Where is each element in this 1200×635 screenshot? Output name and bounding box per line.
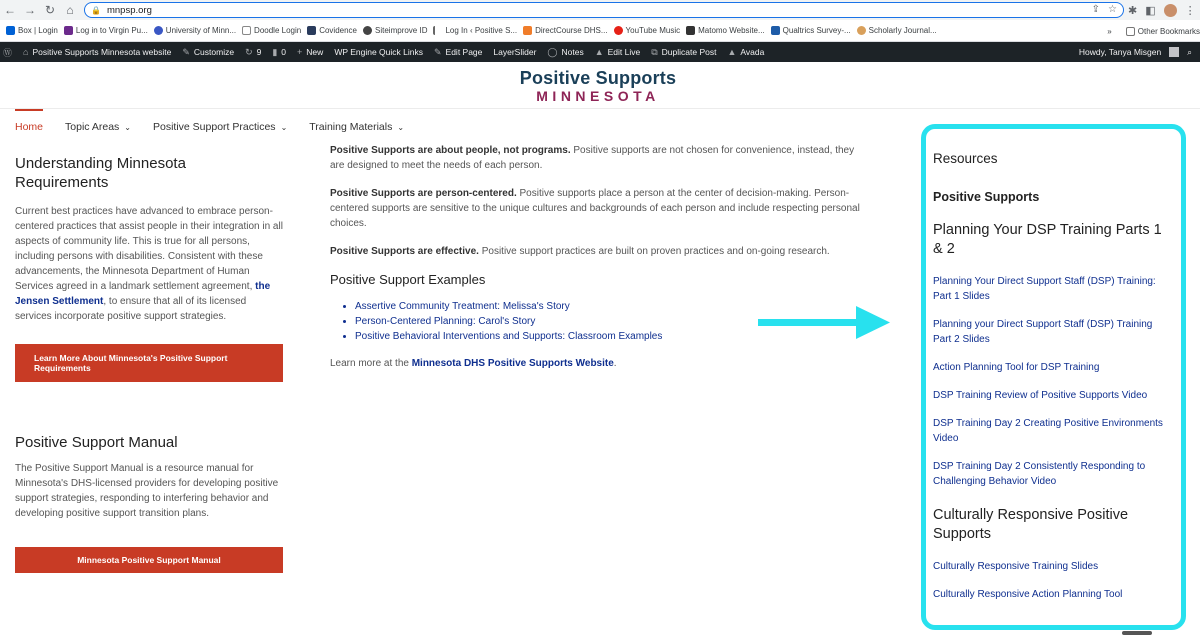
qualtrics-icon [771,26,780,35]
wp-admin-bar [0,42,1200,62]
chevron-down-icon: ⌄ [124,122,131,132]
umn-icon [154,26,163,35]
bookmark-item[interactable]: University of Minn... [154,26,236,35]
resources-title: Resources [933,151,998,166]
wp-howdy[interactable]: Howdy, Tanya Misgen [1078,47,1162,57]
bookmarks-more-icon[interactable]: » [1107,26,1112,36]
chevron-down-icon: ⌄ [280,122,288,132]
logo-title: Positive Supports [519,68,677,88]
wp-notes[interactable]: ◯ Notes [547,46,584,57]
other-bookmarks[interactable]: Other Bookmarks [1126,27,1200,36]
resource-link[interactable]: DSP Training Review of Positive Supports Video [933,390,1148,401]
wp-avada[interactable]: ▲ Avada [727,47,765,57]
manual-section [15,434,283,573]
resource-link[interactable]: DSP Training Day 2 Consistently Responding to Challenging Behavior Video [933,461,1146,487]
resource-group-culturally-responsive: Culturally Responsive Positive Supports [933,507,1129,542]
wp-user-avatar[interactable] [1169,47,1179,57]
nav-topic-areas[interactable]: Topic Areas ⌄ [65,121,131,133]
menu-dots-icon[interactable]: ⋮ [1184,4,1196,17]
lock-icon[interactable]: 🔒 [91,5,101,15]
resource-link[interactable]: Action Planning Tool for DSP Training [933,362,1100,373]
learn-more-requirements-button[interactable]: Learn More About Minnesota's Positive Support Requirements [15,344,283,382]
matomo-icon [686,26,695,35]
dhs-website-link[interactable]: Minnesota DHS Positive Supports Website [411,358,614,369]
bookmark-item[interactable]: YouTube Music [614,26,681,35]
bookmark-item[interactable]: Matomo Website... [686,26,765,35]
jensen-settlement-link[interactable]: the Jensen Settlement [15,281,271,307]
box-icon [6,26,15,35]
wp-new[interactable]: + New [297,47,324,57]
examples-heading: Positive Support Examples [330,272,486,287]
wp-edit-page[interactable]: ✎ Edit Page [433,46,483,57]
wordpress-logo-icon[interactable]: Ⓦ [3,47,13,58]
nav-positive-support-practices[interactable]: Positive Support Practices ⌄ [153,121,288,133]
duplicate-icon: ⧉ [651,46,658,57]
doodle-icon [242,26,251,35]
bookmark-item[interactable]: Qualtrics Survey-... [771,26,851,35]
example-link[interactable]: • Positive Behavioral Interventions and Supports: Classroom Examples [355,329,860,344]
share-icon[interactable]: ⇪ [1091,4,1101,15]
paragraph-effective: Positive Supports are effective. Positive support practices are built on proven practices and on-going research. [330,246,830,257]
extensions-icon[interactable]: ✱ [1128,4,1138,17]
manual-body: The Positive Support Manual is a resource manual for Minnesota's DHS-licensed providers for developing positive support strategies, responding to interfering behavior and developing positive support transition plans. [15,463,279,519]
requirements-body: Current best practices have advanced to embrace person-centered practices that assist people in their integration in all aspects of community life. This is true for all persons, including persons with disabilities. Consistent with these advancements, the Minnesota Department of Human Services agreed in a landmark settlement agreement, the Jensen Settlement, to ensure that all of its licensed services incorporate positive support strategies. [15,206,283,322]
main-content [330,143,860,384]
siteimprove-icon [363,26,372,35]
reload-icon[interactable]: ↻ [44,3,56,17]
bookmarks-bar [0,20,1200,42]
profile-avatar[interactable] [1164,4,1177,17]
avada-logo-icon: ▲ [727,47,737,57]
folder-icon [1126,27,1135,36]
requirements-section [15,154,283,382]
bookmark-item[interactable]: Siteimprove ID [363,26,427,35]
speech-bubble-icon: ◯ [547,46,558,57]
example-link[interactable]: • Person-Centered Planning: Carol's Story [355,314,860,329]
resource-group-dsp: Planning Your DSP Training Parts 1 & 2 [933,222,1162,257]
scholarly-icon [857,26,866,35]
resource-link[interactable]: DSP Training Day 2 Creating Positive Environments Video [933,418,1163,444]
bookmark-item[interactable]: Log In ‹ Positive S... [433,26,517,35]
wp-comments[interactable]: ▮ 0 [272,46,287,57]
dashboard-icon: ⌂ [23,47,29,57]
site-logo[interactable] [0,68,1196,103]
virgin-pulse-icon [64,26,73,35]
main-nav [15,109,426,145]
bookmark-item[interactable]: DirectCourse DHS... [523,26,607,35]
wp-engine-links[interactable]: WP Engine Quick Links [334,47,423,57]
resource-link[interactable]: Planning your Direct Support Staff (DSP) Training Part 2 Slides [933,319,1153,345]
resources-sidebar [921,124,1186,630]
wp-search-icon[interactable]: ⌕ [1187,46,1192,57]
covidence-icon [307,26,316,35]
annotation-arrow-icon [758,306,890,340]
pencil-icon: ✎ [433,46,442,57]
url-text[interactable]: mnpsp.org [106,4,152,16]
wp-customize[interactable]: ✎ Customize [182,46,235,57]
youtube-music-icon [614,26,623,35]
manual-button[interactable]: Minnesota Positive Support Manual [15,547,283,573]
wp-layerslider[interactable]: LayerSlider [493,47,537,57]
bookmark-item[interactable]: Box | Login [6,26,58,35]
resource-link[interactable]: Culturally Responsive Action Planning Tool [933,589,1123,600]
paragraph-people: Positive Supports are about people, not programs. Positive supports are not chosen for convenience, instead, they are designed to meet the needs of each person. [330,145,855,171]
address-bar[interactable] [84,2,1124,18]
requirements-heading: Understanding Minnesota Requirements [15,155,186,191]
brush-icon: ✎ [182,46,190,57]
resource-link[interactable]: Planning Your Direct Support Staff (DSP) Training: Part 1 Slides [933,276,1156,302]
wp-updates[interactable]: ↻ 9 [245,46,262,57]
nav-home[interactable]: Home [15,109,43,145]
bookmark-star-icon[interactable]: ☆ [1108,4,1117,15]
bookmark-item[interactable]: Scholarly Journal... [857,26,937,35]
forward-icon[interactable]: → [24,3,36,17]
back-icon[interactable]: ← [4,3,16,17]
bookmark-item[interactable]: Log in to Virgin Pu... [64,26,148,35]
avada-icon: ▲ [594,47,604,57]
wp-duplicate-post[interactable]: ⧉ Duplicate Post [651,46,717,57]
directcourse-icon [523,26,532,35]
resources-subtitle: Positive Supports [933,190,1040,204]
chevron-down-icon: ⌄ [397,122,405,132]
nav-training-materials[interactable]: Training Materials ⌄ [309,121,405,133]
comment-icon: ▮ [272,46,278,57]
sidepanel-icon[interactable]: ◧ [1145,4,1156,17]
browser-toolbar [0,0,1200,20]
wordpress-pin-icon [433,26,442,35]
bookmark-item[interactable]: Doodle Login [242,26,301,35]
updates-icon: ↻ [245,46,253,57]
wp-edit-live[interactable]: ▲ Edit Live [594,47,641,57]
bookmark-item[interactable]: Covidence [307,26,357,35]
paragraph-person-centered: Positive Supports are person-centered. Positive supports place a person at the center of decision-making. Person-centered supports are sensitive to the unique cultures and backgrounds of each person and include respecting personal choices. [330,188,860,229]
resource-link[interactable]: Culturally Responsive Training Slides [933,561,1099,572]
scroll-indicator[interactable] [1122,631,1152,635]
manual-heading: Positive Support Manual [15,434,178,451]
logo-subtitle: MINNESOTA [536,88,660,104]
wp-site-name[interactable]: ⌂ Positive Supports Minnesota website [23,47,172,57]
plus-icon: + [297,47,303,57]
learn-more-line: Learn more at the Minnesota DHS Positive Supports Website. [330,358,617,369]
example-link[interactable]: • Assertive Community Treatment: Melissa's Story [355,299,860,314]
home-icon[interactable]: ⌂ [66,3,74,17]
